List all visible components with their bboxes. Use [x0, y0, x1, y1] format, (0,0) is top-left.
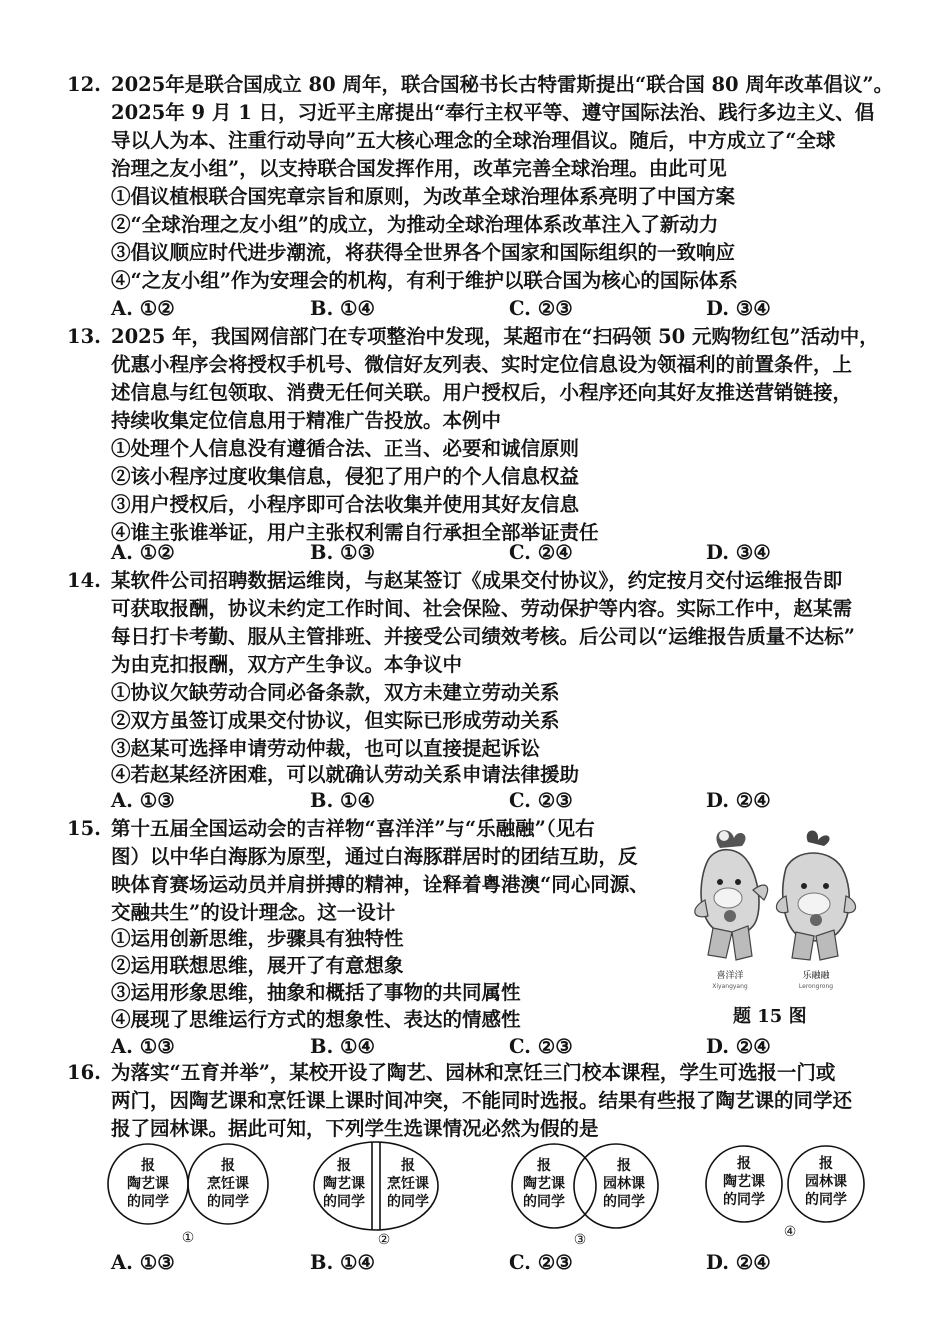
venn-left-label: 报 [737, 1156, 751, 1172]
venn-left-label: 的同学 [127, 1194, 169, 1210]
figure-caption: 题 15 图 [733, 1006, 807, 1027]
diagram-mark: ④ [783, 1224, 797, 1240]
venn-left-label: 报 [141, 1158, 155, 1174]
venn-right-label: 报 [401, 1158, 415, 1174]
venn-right-label: 的同学 [207, 1194, 249, 1210]
statement-1: ①处理个人信息没有遵循合法、正当、必要和诚信原则 [111, 437, 580, 460]
statement-1: ①倡议植根联合国宪章宗旨和原则，为改革全球治理体系亮明了中国方案 [111, 185, 736, 208]
mascot-xiyangyang-image [695, 830, 768, 960]
statement-2: ②运用联想思维，展开了有意想象 [111, 954, 404, 977]
venn-right-label: 烹饪课 [387, 1176, 429, 1192]
option-d[interactable]: D. ③④ [706, 297, 771, 320]
venn-right-label: 烹饪课 [207, 1176, 249, 1192]
venn-left-label: 陶艺课 [523, 1176, 565, 1192]
statement-3: ③赵某可选择申请劳动仲裁，也可以直接提起诉讼 [111, 737, 541, 760]
venn-diagram-1 [104, 1140, 274, 1250]
question-stem-line: 可获取报酬，协议未约定工作时间、社会保险、劳动保护等内容。实际工作中，赵某需 [111, 597, 853, 620]
question-stem-line: 每日打卡考勤、服从主管排班、并接受公司绩效考核。后公司以“运维报告质量不达标” [111, 625, 855, 648]
option-a[interactable]: A. ①② [111, 297, 175, 320]
venn-left-label: 陶艺课 [127, 1176, 169, 1192]
option-c[interactable]: C. ②③ [509, 297, 573, 320]
option-b[interactable]: B. ①④ [310, 297, 376, 320]
venn-diagram-4 [700, 1140, 870, 1250]
question-stem-line: 报了园林课。据此可知，下列学生选课情况必然为假的是 [111, 1117, 599, 1140]
venn-left-label: 的同学 [723, 1192, 765, 1208]
option-d[interactable]: D. ③④ [706, 541, 771, 564]
question-stem-line: 为落实“五育并举”，某校开设了陶艺、园林和烹饪三门校本课程，学生可选报一门或 [111, 1061, 836, 1084]
venn-right-label: 园林课 [805, 1174, 847, 1190]
venn-right-label: 报 [819, 1156, 833, 1172]
option-b[interactable]: B. ①④ [310, 789, 376, 812]
mascot-left-name: 喜洋洋 [716, 971, 744, 981]
venn-left-label: 报 [537, 1158, 551, 1174]
question-number: 14. [67, 569, 101, 592]
statement-3: ③运用形象思维，抽象和概括了事物的共同属性 [111, 981, 521, 1004]
option-a[interactable]: A. ①② [111, 541, 175, 564]
option-c[interactable]: C. ②③ [509, 1035, 573, 1058]
diagram-mark: ① [181, 1230, 195, 1246]
venn-left-label: 陶艺课 [723, 1174, 765, 1190]
venn-left-label: 报 [337, 1158, 351, 1174]
mascot-right-pinyin: Lerongrong [798, 983, 834, 990]
statement-3: ③倡议顺应时代进步潮流，将获得全世界各个国家和国际组织的一致响应 [111, 241, 736, 264]
statement-4: ④展现了思维运行方式的想象性、表达的情感性 [111, 1008, 521, 1031]
venn-diagram-2 [308, 1140, 458, 1250]
option-d[interactable]: D. ②④ [706, 1035, 771, 1058]
statement-2: ②“全球治理之友小组”的成立，为推动全球治理体系改革注入了新动力 [111, 213, 719, 236]
statement-4: ④“之友小组”作为安理会的机构，有利于维护以联合国为核心的国际体系 [111, 269, 738, 292]
question-stem-line: 持续收集定位信息用于精准广告投放。本例中 [111, 409, 502, 432]
question-stem-line: 2025年是联合国成立 80 周年，联合国秘书长古特雷斯提出“联合国 80 周年改革倡议”。 [111, 73, 894, 96]
question-stem-line: 优惠小程序会将授权手机号、微信好友列表、实时定位信息设为领福利的前置条件，上 [111, 353, 853, 376]
venn-right-label: 的同学 [387, 1194, 429, 1210]
venn-right-label: 的同学 [603, 1194, 645, 1210]
venn-left-label: 的同学 [523, 1194, 565, 1210]
venn-left-label: 的同学 [323, 1194, 365, 1210]
option-c[interactable]: C. ②③ [509, 789, 573, 812]
mascot-figure [668, 820, 878, 1000]
venn-right-label: 报 [221, 1158, 235, 1174]
venn-right-label: 园林课 [603, 1176, 645, 1192]
question-stem-line: 2025年 9 月 1 日，习近平主席提出“奉行主权平等、遵守国际法治、践行多边主义、倡 [111, 101, 875, 124]
question-stem-line: 映体育赛场运动员并肩拼搏的精神，诠释着粤港澳“同心同源、 [111, 873, 649, 896]
question-stem-line: 图）以中华白海豚为原型，通过白海豚群居时的团结互助，反 [111, 845, 638, 868]
question-stem-line: 2025 年，我国网信部门在专项整治中发现，某超市在“扫码领 50 元购物红包”活动中， [111, 325, 879, 348]
venn-right-label: 报 [617, 1158, 631, 1174]
option-b[interactable]: B. ①④ [310, 1251, 376, 1274]
question-stem-line: 为由克扣报酬，双方产生争议。本争议中 [111, 653, 463, 676]
option-d[interactable]: D. ②④ [706, 1251, 771, 1274]
question-stem-line: 交融共生”的设计理念。这一设计 [111, 901, 396, 924]
question-number: 12. [67, 73, 101, 96]
question-stem-line: 第十五届全国运动会的吉祥物“喜洋洋”与“乐融融”（见右 [111, 817, 595, 840]
question-stem-line: 导以人为本、注重行动导向”五大核心理念的全球治理倡议。随后，中方成立了“全球 [111, 129, 836, 152]
question-stem-line: 两门，因陶艺课和烹饪课上课时间冲突，不能同时选报。结果有些报了陶艺课的同学还 [111, 1089, 853, 1112]
mascot-right-name: 乐融融 [802, 971, 830, 981]
question-stem-line: 述信息与红包领取、消费无任何关联。用户授权后，小程序还向其好友推送营销链接， [111, 381, 853, 404]
diagram-mark: ③ [573, 1232, 587, 1248]
option-d[interactable]: D. ②④ [706, 789, 771, 812]
option-c[interactable]: C. ②④ [509, 541, 573, 564]
question-stem-line: 某软件公司招聘数据运维岗，与赵某签订《成果交付协议》，约定按月交付运维报告即 [111, 569, 843, 592]
statement-2: ②该小程序过度收集信息，侵犯了用户的个人信息权益 [111, 465, 580, 488]
venn-diagram-3 [504, 1140, 674, 1250]
option-a[interactable]: A. ①③ [111, 1035, 175, 1058]
statement-4: ④若赵某经济困难，可以就确认劳动关系申请法律援助 [111, 763, 580, 786]
mascot-left-pinyin: Xiyangyang [712, 983, 748, 990]
question-stem-line: 治理之友小组”，以支持联合国发挥作用，改革完善全球治理。由此可见 [111, 157, 727, 180]
venn-left-label: 陶艺课 [323, 1176, 365, 1192]
option-b[interactable]: B. ①③ [310, 541, 376, 564]
option-c[interactable]: C. ②③ [509, 1251, 573, 1274]
venn-right-label: 的同学 [805, 1192, 847, 1208]
question-number: 16. [67, 1061, 101, 1084]
question-number: 15. [67, 817, 101, 840]
statement-3: ③用户授权后，小程序即可合法收集并使用其好友信息 [111, 493, 580, 516]
statement-4: ④谁主张谁举证，用户主张权利需自行承担全部举证责任 [111, 521, 599, 544]
statement-2: ②双方虽签订成果交付协议，但实际已形成劳动关系 [111, 709, 560, 732]
option-a[interactable]: A. ①③ [111, 1251, 175, 1274]
diagram-mark: ② [377, 1232, 391, 1248]
statement-1: ①运用创新思维，步骤具有独特性 [111, 927, 404, 950]
option-b[interactable]: B. ①④ [310, 1035, 376, 1058]
question-number: 13. [67, 325, 101, 348]
option-a[interactable]: A. ①③ [111, 789, 175, 812]
mascot-lerongrong-image [776, 830, 855, 960]
statement-1: ①协议欠缺劳动合同必备条款，双方未建立劳动关系 [111, 681, 560, 704]
